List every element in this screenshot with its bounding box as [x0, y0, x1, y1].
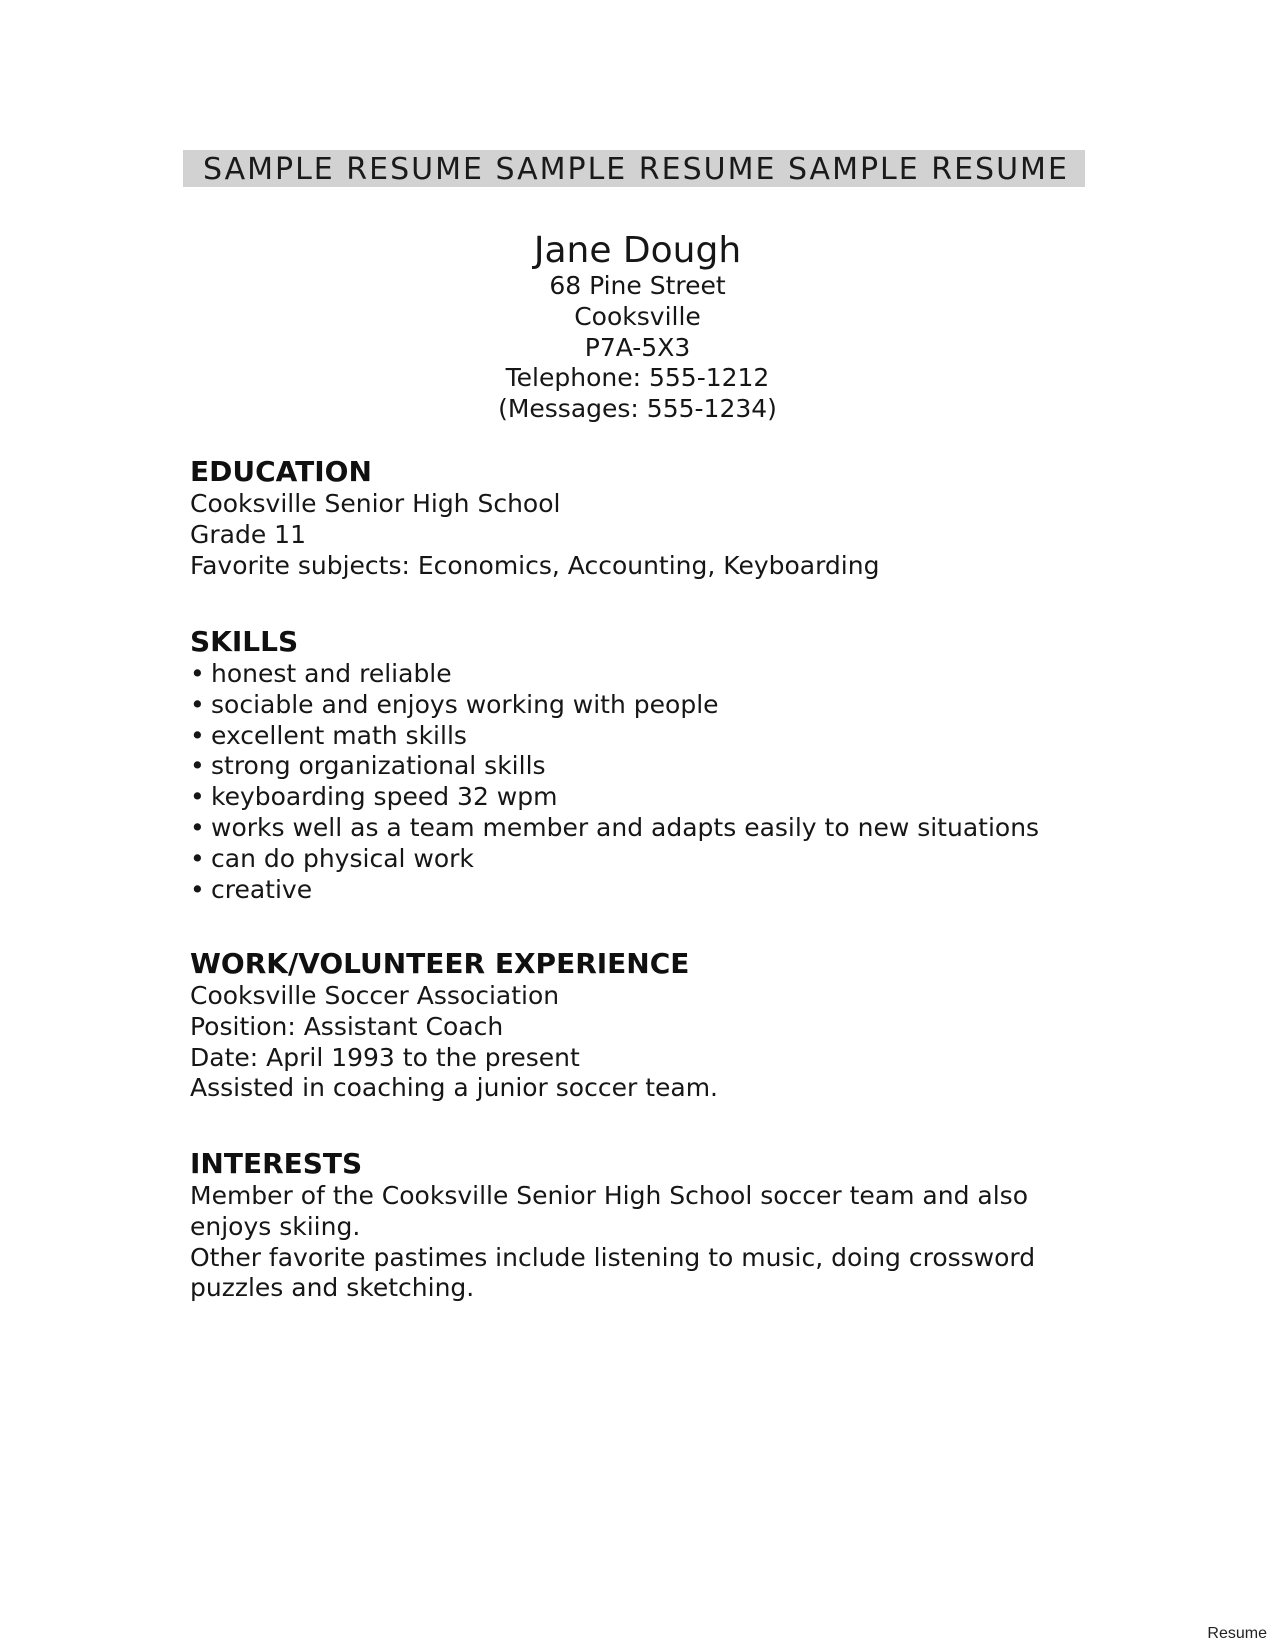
address-street: 68 Pine Street [549, 271, 726, 300]
bullet-icon: • [190, 782, 205, 812]
work-organization: Cooksville Soccer Association [190, 981, 560, 1010]
skill-item [190, 751, 1090, 782]
interests-text-line: puzzles and sketching. [190, 1273, 475, 1303]
address-postal-code: P7A-5X3 [584, 332, 691, 362]
section-interests [190, 1147, 1090, 1304]
bullet-icon: • [190, 812, 205, 842]
section-work-volunteer-experience [190, 947, 1090, 1104]
skill-text: works well as a team member and adapts easily to new situations [211, 812, 1040, 842]
bullet-icon: • [190, 751, 205, 781]
education-grade: Grade 11 [190, 519, 306, 549]
skills-heading: SKILLS [190, 625, 299, 658]
education-subjects: Favorite subjects: Economics, Accounting, Keyboarding [190, 550, 880, 580]
skill-item [190, 875, 1090, 906]
work-date: Date: April 1993 to the present [190, 1042, 580, 1072]
skill-text: creative [211, 874, 313, 904]
contact-block [190, 230, 1085, 425]
skill-text: strong organizational skills [211, 751, 546, 781]
bullet-icon: • [190, 720, 205, 750]
skill-item [190, 782, 1090, 813]
address-city: Cooksville [574, 301, 701, 331]
skill-text: sociable and enjoys working with people [211, 689, 719, 719]
interests-heading: INTERESTS [190, 1147, 363, 1180]
skill-item [190, 690, 1090, 721]
skill-item [190, 844, 1090, 875]
interests-text-line: Member of the Cooksville Senior High School soccer team and also [190, 1181, 1029, 1210]
sample-resume-banner: SAMPLE RESUME SAMPLE RESUME SAMPLE RESUME [183, 150, 1085, 187]
skills-list [190, 659, 1090, 905]
person-name: Jane Dough [533, 230, 742, 271]
skill-item [190, 659, 1090, 690]
skill-text: can do physical work [211, 843, 474, 873]
interests-text-line: Other favorite pastimes include listening to music, doing crossword [190, 1242, 1036, 1272]
skill-text: honest and reliable [211, 659, 452, 688]
work-heading: WORK/VOLUNTEER EXPERIENCE [190, 947, 690, 980]
contact-telephone: Telephone: 555-1212 [505, 363, 770, 393]
bullet-icon: • [190, 874, 205, 904]
bullet-icon: • [190, 659, 205, 688]
work-description: Assisted in coaching a junior soccer team. [190, 1073, 719, 1103]
section-skills [190, 625, 1090, 905]
education-heading: EDUCATION [190, 455, 372, 488]
interests-text-line: enjoys skiing. [190, 1211, 361, 1241]
skill-item [190, 813, 1090, 844]
skill-text: keyboarding speed 32 wpm [211, 782, 558, 812]
skill-text: excellent math skills [211, 720, 467, 750]
contact-messages: (Messages: 555-1234) [498, 394, 777, 424]
skill-item [190, 721, 1090, 752]
footer-resume-label: Resume [1207, 1625, 1267, 1642]
bullet-icon: • [190, 843, 205, 873]
section-education [190, 455, 1090, 581]
education-school: Cooksville Senior High School [190, 489, 561, 518]
bullet-icon: • [190, 689, 205, 719]
work-position: Position: Assistant Coach [190, 1011, 504, 1041]
